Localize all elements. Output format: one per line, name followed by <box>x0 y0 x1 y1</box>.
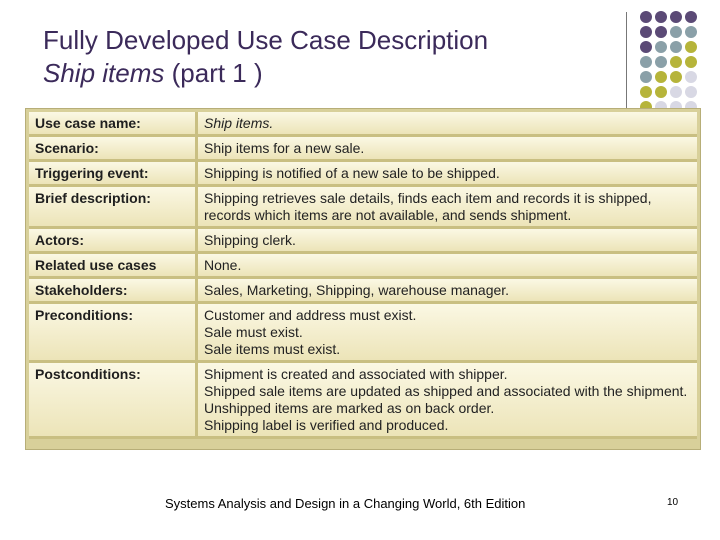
row-value-line: Ship items for a new sale. <box>204 140 365 156</box>
table-row <box>29 187 697 229</box>
row-value <box>198 187 697 229</box>
decor-dot <box>670 86 682 98</box>
decor-dot <box>670 41 682 53</box>
decor-dot <box>655 41 667 53</box>
title-line-1: Fully Developed Use Case Description <box>43 25 489 55</box>
table-row <box>29 162 697 187</box>
row-value <box>198 254 697 279</box>
row-value-line: Shipped sale items are updated as shipped and associated with the shipment. <box>204 383 688 399</box>
decor-dot <box>685 86 697 98</box>
row-value <box>198 363 697 439</box>
decor-dot <box>640 86 652 98</box>
decor-dot <box>685 71 697 83</box>
row-label: Actors: <box>29 229 198 254</box>
row-value <box>198 229 697 254</box>
table-row <box>29 137 697 162</box>
decor-dot <box>685 11 697 23</box>
decor-dot <box>655 86 667 98</box>
page-number: 10 <box>667 497 679 508</box>
row-label: Triggering event: <box>29 162 198 187</box>
decor-dot <box>640 71 652 83</box>
decor-dot <box>670 71 682 83</box>
row-value-line: Shipping is notified of a new sale to be shipped. <box>204 165 500 181</box>
slide-title <box>43 24 488 90</box>
row-value <box>198 137 697 162</box>
use-case-table-frame <box>25 108 701 450</box>
table-row <box>29 279 697 304</box>
decor-dot <box>670 26 682 38</box>
table-row <box>29 254 697 279</box>
row-label: Use case name: <box>29 112 198 137</box>
row-value-line: Shipment is created and associated with shipper. <box>204 366 508 382</box>
row-label: Scenario: <box>29 137 198 162</box>
decor-dot <box>685 56 697 68</box>
decorative-dot-grid <box>638 9 718 109</box>
row-value <box>198 304 697 363</box>
decor-dot <box>640 11 652 23</box>
title-line-2 <box>43 57 488 90</box>
row-value <box>198 162 697 187</box>
footer-text: Systems Analysis and Design in a Changing World, 6th Edition <box>165 496 526 511</box>
row-label: Brief description: <box>29 187 198 229</box>
row-value-line: Ship items. <box>204 115 274 131</box>
row-value <box>198 112 697 137</box>
row-value-line: Shipping retrieves sale details, finds each item and records it is shipped, <box>204 190 652 206</box>
table-row <box>29 229 697 254</box>
decor-dot <box>655 11 667 23</box>
row-value-line: Sales, Marketing, Shipping, warehouse manager. <box>204 282 510 298</box>
row-value-line: Sale items must exist. <box>204 341 341 357</box>
row-value-line: Sale must exist. <box>204 324 303 340</box>
decor-dot <box>670 11 682 23</box>
use-case-table <box>29 112 697 439</box>
decor-dot <box>640 41 652 53</box>
decor-dot <box>670 56 682 68</box>
row-value <box>198 279 697 304</box>
decor-dot <box>685 41 697 53</box>
title-divider <box>626 12 627 108</box>
table-row <box>29 112 697 137</box>
decor-dot <box>685 26 697 38</box>
row-value-line: Unshipped items are marked as on back order. <box>204 400 495 416</box>
row-label: Postconditions: <box>29 363 198 439</box>
decor-dot <box>655 71 667 83</box>
row-value-line: records which items are not available, and sends shipment. <box>204 207 572 223</box>
row-value-line: Shipping clerk. <box>204 232 296 248</box>
row-label: Stakeholders: <box>29 279 198 304</box>
row-label: Preconditions: <box>29 304 198 363</box>
title-use-case-name: Ship items <box>43 58 165 88</box>
row-label: Related use cases <box>29 254 198 279</box>
table-row <box>29 363 697 439</box>
row-value-line: Customer and address must exist. <box>204 307 417 323</box>
decor-dot <box>640 56 652 68</box>
decor-dot <box>655 26 667 38</box>
decor-dot <box>640 26 652 38</box>
row-value-line: Shipping label is verified and produced. <box>204 417 449 433</box>
row-value-line: None. <box>204 257 242 273</box>
decor-dot <box>655 56 667 68</box>
table-row <box>29 304 697 363</box>
title-part: (part 1 ) <box>164 58 263 88</box>
